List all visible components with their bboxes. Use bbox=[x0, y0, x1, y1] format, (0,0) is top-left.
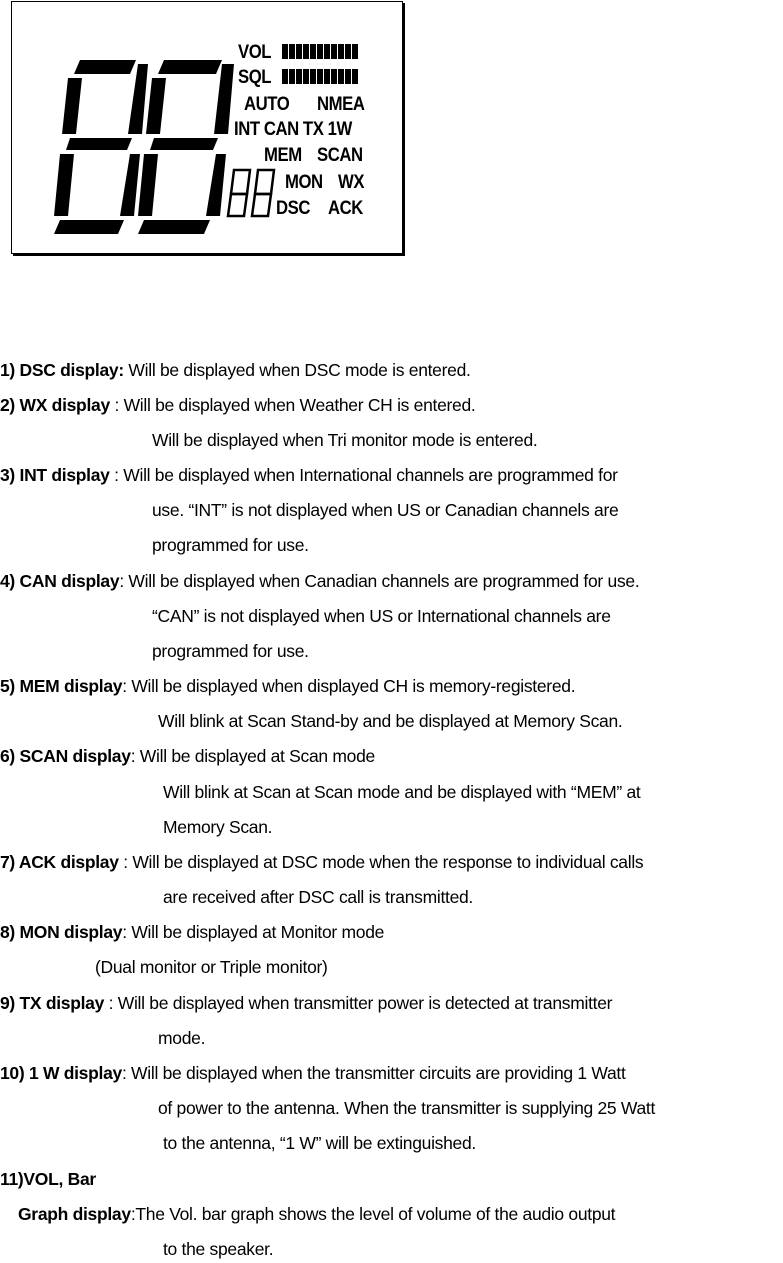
bar-segment bbox=[345, 44, 351, 59]
list-item-continued: programmed for use. bbox=[152, 535, 309, 555]
list-item: Graph display:The Vol. bar graph shows the level of volume of the audio output bbox=[18, 1204, 616, 1224]
int-can-tx-1w-indicator: INT CAN TX 1W bbox=[234, 119, 352, 140]
bar-segment bbox=[296, 44, 302, 59]
list-item: 9) TX display : Will be displayed when transmitter power is detected at transmitter bbox=[0, 993, 613, 1013]
bar-segment bbox=[317, 44, 323, 59]
bar-segment bbox=[324, 44, 330, 59]
list-item-continued: Will blink at Scan at Scan mode and be displayed with “MEM” at bbox=[163, 782, 641, 802]
list-item: 10) 1 W display: Will be displayed when the transmitter circuits are providing 1 Watt bbox=[0, 1063, 626, 1083]
mem-indicator: MEM bbox=[264, 145, 302, 166]
wx-indicator: WX bbox=[338, 172, 365, 193]
list-item-continued: are received after DSC call is transmitted. bbox=[163, 887, 473, 907]
bar-segment bbox=[345, 69, 351, 84]
list-item: 11)VOL, Bar bbox=[0, 1169, 96, 1189]
list-item-continued: “CAN” is not displayed when US or International channels are bbox=[152, 606, 611, 626]
bar-segment bbox=[324, 69, 330, 84]
nmea-indicator: NMEA bbox=[317, 94, 365, 115]
list-item: 8) MON display: Will be displayed at Monitor mode bbox=[0, 922, 385, 942]
bar-segment bbox=[310, 44, 316, 59]
list-item-continued: to the antenna, “1 W” will be extinguished. bbox=[163, 1133, 476, 1153]
vol-indicator: VOL bbox=[238, 42, 272, 63]
bar-segment bbox=[338, 44, 344, 59]
list-item-continued: Will be displayed when Tri monitor mode is entered. bbox=[152, 430, 538, 450]
sql-indicator: SQL bbox=[238, 67, 272, 88]
lcd-display-figure bbox=[11, 1, 403, 254]
list-item-continued: Memory Scan. bbox=[163, 817, 273, 837]
vol-bar-graph bbox=[282, 44, 358, 59]
list-item: 7) ACK display : Will be displayed at DSC mode when the response to individual calls bbox=[0, 852, 644, 872]
list-item-continued: mode. bbox=[158, 1028, 206, 1048]
list-item-continued: of power to the antenna. When the transmitter is supplying 25 Watt bbox=[158, 1098, 656, 1118]
bar-segment bbox=[317, 69, 323, 84]
bar-segment bbox=[303, 69, 309, 84]
list-item: 1) DSC display: Will be displayed when DSC mode is entered. bbox=[0, 360, 471, 380]
auto-indicator: AUTO bbox=[244, 94, 290, 115]
bar-segment bbox=[352, 69, 358, 84]
list-item-continued: Will blink at Scan Stand-by and be displayed at Memory Scan. bbox=[158, 711, 623, 731]
bar-segment bbox=[310, 69, 316, 84]
small-digit-2 bbox=[252, 170, 274, 216]
bar-segment bbox=[338, 69, 344, 84]
large-digit-2 bbox=[138, 60, 234, 234]
list-item: 3) INT display : Will be displayed when International channels are programmed for bbox=[0, 465, 618, 485]
mon-indicator: MON bbox=[285, 172, 323, 193]
bar-segment bbox=[289, 44, 295, 59]
dsc-indicator: DSC bbox=[276, 198, 310, 219]
list-item-continued: programmed for use. bbox=[152, 641, 309, 661]
bar-segment bbox=[331, 44, 337, 59]
bar-segment bbox=[289, 69, 295, 84]
sql-bar-graph bbox=[282, 69, 358, 84]
list-item: 6) SCAN display: Will be displayed at Scan mode bbox=[0, 746, 375, 766]
large-digit-1 bbox=[54, 60, 148, 234]
list-item: 2) WX display : Will be displayed when Weather CH is entered. bbox=[0, 395, 476, 415]
list-item-continued: (Dual monitor or Triple monitor) bbox=[95, 957, 328, 977]
bar-segment bbox=[282, 69, 288, 84]
bar-segment bbox=[331, 69, 337, 84]
list-item-continued: to the speaker. bbox=[163, 1239, 274, 1259]
small-digit-1 bbox=[228, 170, 250, 216]
ack-indicator: ACK bbox=[328, 198, 363, 219]
bar-segment bbox=[282, 44, 288, 59]
list-item: 5) MEM display: Will be displayed when displayed CH is memory-registered. bbox=[0, 676, 576, 696]
list-item-continued: use. “INT” is not displayed when US or Canadian channels are bbox=[152, 500, 619, 520]
bar-segment bbox=[352, 44, 358, 59]
bar-segment bbox=[303, 44, 309, 59]
list-item: 4) CAN display: Will be displayed when Canadian channels are programmed for use. bbox=[0, 571, 640, 591]
bar-segment bbox=[296, 69, 302, 84]
scan-indicator: SCAN bbox=[317, 145, 363, 166]
